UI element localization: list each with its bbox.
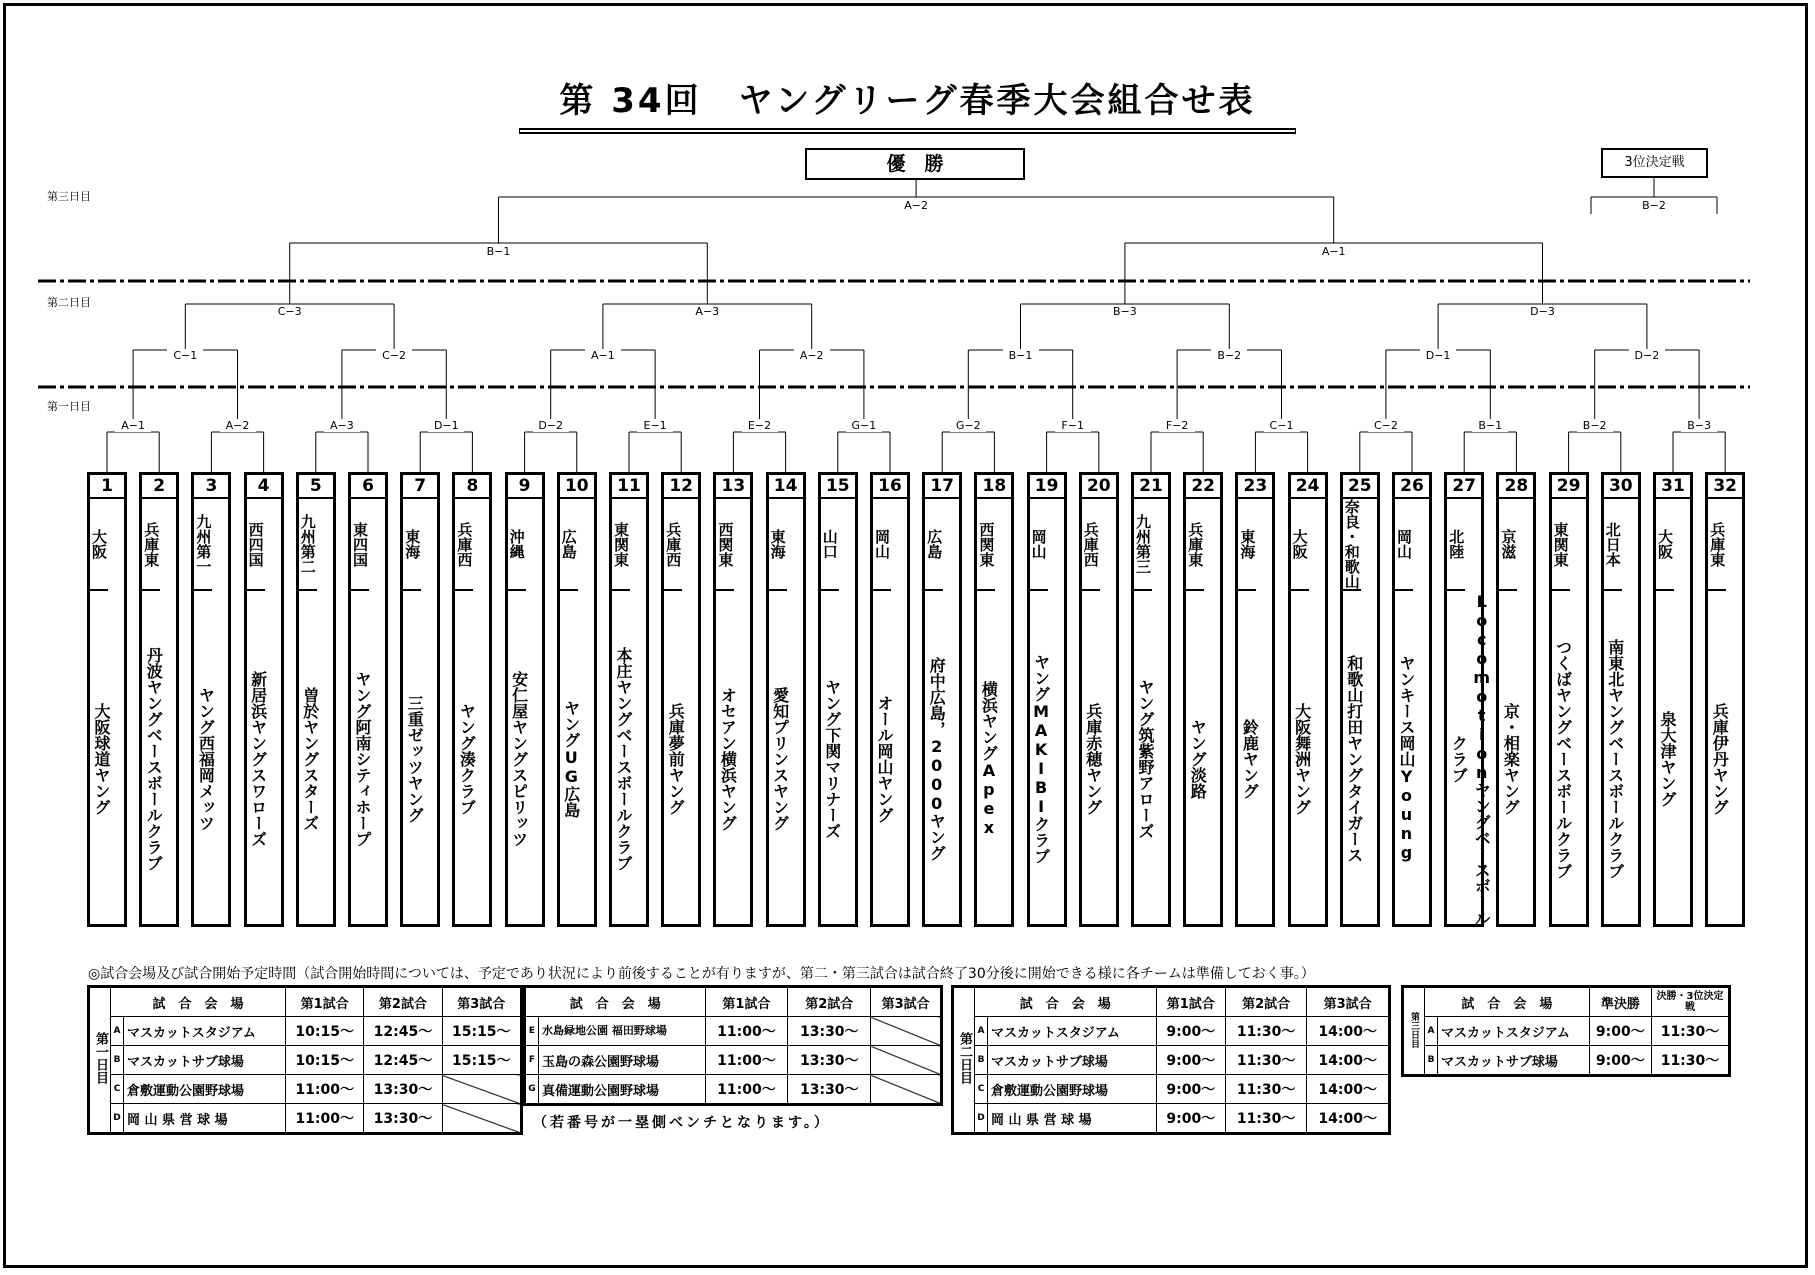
table-row: A マスカットスタジアム 9:00〜 11:30〜 14:00〜 (953, 1017, 1390, 1046)
team-region: 兵庫西 (664, 499, 682, 591)
round32-label: F−2 (1159, 419, 1195, 432)
team-name: オール岡山ヤング (875, 694, 894, 823)
round32-label: G−1 (846, 419, 882, 432)
team-name: つくばヤングベースボールクラブ (1553, 638, 1573, 879)
team-number: 6 (351, 475, 385, 499)
team-region: 東海 (769, 499, 787, 591)
team-name: ヤングMAKIBIクラブ (1031, 653, 1051, 864)
team-region: 兵庫東 (1708, 499, 1726, 591)
team-name: ヤングUG広島 (561, 699, 581, 818)
table-row: D 岡 山 県 営 球 場 11:00〜 13:30〜 (89, 1104, 522, 1134)
team-region: 東関東 (612, 499, 630, 591)
team-name: ヤング淡路 (1188, 718, 1208, 799)
team-name: 安仁屋ヤングスピリッツ (509, 670, 529, 847)
day3-label: 第三日目 (1403, 987, 1425, 1076)
team-name: 南東北ヤングベースボールクラブ (1605, 638, 1625, 879)
team-region: 岡山 (1030, 499, 1048, 591)
schedule-day1-table (87, 985, 523, 1135)
team-region: 岡山 (1395, 499, 1413, 591)
team-24 (1288, 472, 1328, 927)
team-5 (296, 472, 336, 927)
team-name: 府中広島，2000ヤング (927, 656, 947, 861)
team-number: 13 (716, 475, 750, 499)
team-region: 九州第三 (1134, 499, 1152, 591)
team-name: 和歌山打田ヤングタイガース (1344, 654, 1364, 863)
g1-header: 第1試合 (286, 987, 364, 1017)
team-name: ヤング筑紫野アローズ (1136, 678, 1155, 839)
team-11 (609, 472, 649, 927)
team-region: 大阪 (1656, 499, 1674, 591)
team-region: 東海 (1238, 499, 1256, 591)
team-2 (139, 472, 179, 927)
team-number: 30 (1604, 475, 1638, 499)
team-number: 21 (1134, 475, 1168, 499)
table-row: A マスカットスタジアム 10:15〜 12:45〜 15:15〜 (89, 1017, 522, 1046)
round32-label: D−2 (533, 419, 569, 432)
table-row: G 真備運動公園野球場 11:00〜 13:30〜 (525, 1075, 942, 1105)
team-region: 九州第二 (299, 499, 317, 591)
round16-label: C−1 (167, 349, 203, 362)
team-number: 20 (1082, 475, 1116, 499)
team-region: 兵庫西 (455, 499, 473, 591)
team-region: 東関東 (1552, 499, 1570, 591)
team-name: ヤング下関マリナーズ (822, 678, 842, 839)
team-region: 大阪 (90, 499, 108, 591)
team-region: 大阪 (1291, 499, 1309, 591)
team-number: 2 (142, 475, 176, 499)
team-20 (1079, 472, 1119, 927)
team-number: 28 (1499, 475, 1533, 499)
team-name: Locomotionヤングベースボールクラブ (1449, 591, 1492, 926)
team-number: 15 (821, 475, 855, 499)
team-16 (870, 472, 910, 927)
team-8 (452, 472, 492, 927)
team-number: 23 (1238, 475, 1272, 499)
team-name: 愛知プリンスヤング (770, 686, 790, 831)
team-number: 24 (1291, 475, 1325, 499)
day1-label: 第一日目 (89, 987, 111, 1134)
team-number: 3 (194, 475, 228, 499)
table-row: C 倉敷運動公園野球場 9:00〜 11:30〜 14:00〜 (953, 1075, 1390, 1104)
semifinal-label: A−1 (1316, 245, 1352, 258)
day2-label: 第二日目 (953, 987, 975, 1134)
team-22 (1183, 472, 1223, 927)
team-number: 19 (1030, 475, 1064, 499)
team-region: 広島 (560, 499, 578, 591)
team-number: 9 (508, 475, 542, 499)
round32-label: B−3 (1681, 419, 1717, 432)
quarterfinal-label: C−3 (272, 305, 308, 318)
bench-note: （若番号が一塁側ベンチとなります。） (533, 1115, 831, 1131)
round32-label: E−1 (637, 419, 673, 432)
team-region: 西関東 (977, 499, 995, 591)
table-row: C 倉敷運動公園野球場 11:00〜 13:30〜 (89, 1075, 522, 1104)
team-number: 17 (925, 475, 959, 499)
day-label-1: 第一日目 (47, 400, 91, 413)
team-number: 16 (873, 475, 907, 499)
team-number: 1 (90, 475, 124, 499)
team-number: 8 (455, 475, 489, 499)
team-32 (1705, 472, 1745, 927)
team-region: 兵庫東 (142, 499, 160, 591)
team-number: 5 (299, 475, 333, 499)
table-row: B マスカットサブ球場 10:15〜 12:45〜 15:15〜 (89, 1046, 522, 1075)
round32-label: E−2 (742, 419, 778, 432)
team-23 (1235, 472, 1275, 927)
team-10 (557, 472, 597, 927)
team-number: 12 (664, 475, 698, 499)
team-name: オセアン横浜ヤング (718, 686, 738, 831)
g2-header: 第2試合 (364, 987, 442, 1017)
round16-label: A−2 (794, 349, 830, 362)
team-21 (1131, 472, 1171, 927)
team-28 (1496, 472, 1536, 927)
team-26 (1392, 472, 1432, 927)
team-region: 北陸 (1447, 499, 1465, 591)
round32-label: C−2 (1368, 419, 1404, 432)
team-region: 西関東 (716, 499, 734, 591)
team-name: ヤンキース岡山Young (1397, 655, 1416, 862)
bracket-lines (0, 0, 1815, 475)
table-row: B マスカットサブ球場 9:00〜 11:30〜 (1403, 1046, 1730, 1076)
round32-label: F−1 (1055, 419, 1091, 432)
team-name: 兵庫伊丹ヤング (1710, 702, 1730, 815)
table-row: A マスカットスタジアム 9:00〜 11:30〜 (1403, 1017, 1730, 1046)
round16-label: B−1 (1003, 349, 1039, 362)
team-name: 泉大津ヤング (1658, 710, 1677, 807)
team-region: 九州第一 (194, 499, 212, 591)
g3-header: 第3試合 (442, 987, 521, 1017)
team-29 (1549, 472, 1589, 927)
third-place-match-label: B−2 (1636, 199, 1672, 212)
team-4 (244, 472, 284, 927)
team-12 (661, 472, 701, 927)
team-region: 沖縄 (508, 499, 526, 591)
team-19 (1027, 472, 1067, 927)
round16-label: C−2 (376, 349, 412, 362)
team-number: 31 (1656, 475, 1690, 499)
third-place-label: 3位決定戦 (1624, 155, 1685, 170)
team-number: 22 (1186, 475, 1220, 499)
team-6 (348, 472, 388, 927)
team-name: 三重ゼッツヤング (405, 694, 425, 823)
team-name: ヤング阿南シティホープ (353, 670, 372, 847)
schedule-day3-table: 第三日目 試 合 会 場 準決勝 決勝・3位決定戦 A マスカットスタジアム 9:00〜 11:30〜 B マスカットサブ球場 9:00〜 11:30〜 (1401, 985, 1731, 1077)
round16-label: D−2 (1629, 349, 1665, 362)
team-name: ヤング西福岡メッツ (196, 686, 216, 831)
round16-label: B−2 (1211, 349, 1247, 362)
team-number: 14 (769, 475, 803, 499)
team-name: 横浜ヤングApex (979, 680, 999, 837)
team-name: ヤング湊クラブ (457, 702, 477, 815)
team-3 (191, 472, 231, 927)
team-region: 奈良・和歌山 (1342, 499, 1361, 589)
team-region: 東海 (403, 499, 421, 591)
schedule-day1-table-2: 試 合 会 場 第1試合 第2試合 第3試合 E 水島緑地公園 福田野球場 11:00〜 13:30〜 F 玉島の森公園野球場 11:00〜 13:30〜 G 真備運動公園野球場 11:00〜 13:30〜 (523, 985, 943, 1106)
round32-label: D−1 (428, 419, 464, 432)
team-name: 兵庫夢前ヤング (666, 702, 686, 815)
team-number: 10 (560, 475, 594, 499)
schedule-day2-table: 第二日目 試 合 会 場 第1試合 第2試合 第3試合 A マスカットスタジアム 9:00〜 11:30〜 14:00〜 B マスカットサブ球場 9:00〜 11:30〜 14:00〜 C 倉敷運動公園野球場 9:00〜 11:30〜 14:00〜 D 岡 山 県 営 球 場 9:00〜 11:30〜 14:00〜 (951, 985, 1391, 1135)
title-text: 第 34回 ヤングリーグ春季大会組合せ表 (519, 73, 1295, 130)
round32-label: A−3 (324, 419, 360, 432)
day-label-2: 第二日目 (47, 296, 91, 309)
team-25 (1340, 472, 1380, 927)
day-label-3: 第三日目 (47, 190, 91, 203)
team-name: 曽於ヤングスターズ (300, 686, 320, 831)
team-31 (1653, 472, 1693, 927)
round32-label: B−2 (1577, 419, 1613, 432)
team-name: 大阪舞洲ヤング (1292, 702, 1312, 815)
team-number: 26 (1395, 475, 1429, 499)
team-region: 兵庫東 (1186, 499, 1204, 591)
round32-label: B−1 (1472, 419, 1508, 432)
final-label: A−2 (898, 199, 934, 212)
team-27 (1444, 472, 1492, 927)
team-1 (87, 472, 127, 927)
table-row: B マスカットサブ球場 9:00〜 11:30〜 14:00〜 (953, 1046, 1390, 1075)
team-name: 新居浜ヤングスワローズ (248, 670, 268, 847)
team-number: 32 (1708, 475, 1742, 499)
schedule-note: ◎試合会場及び試合開始予定時間（試合開始時間については、予定であり状況により前後することが有りますが、第二・第三試合は試合終了30分後に開始できる様に各チームは準備しておく事。） (88, 966, 1315, 982)
team-name: 丹波ヤングベースボールクラブ (144, 646, 164, 871)
team-region: 兵庫西 (1082, 499, 1100, 591)
team-15 (818, 472, 858, 927)
venue-header: 試 合 会 場 (111, 987, 286, 1017)
round32-label: C−1 (1264, 419, 1300, 432)
team-number: 18 (977, 475, 1011, 499)
team-region: 東四国 (351, 499, 369, 591)
team-name: 大阪球道ヤング (92, 702, 111, 815)
round32-label: A−2 (220, 419, 256, 432)
team-number: 29 (1552, 475, 1586, 499)
team-region: 西四国 (247, 499, 265, 591)
round16-label: A−1 (585, 349, 621, 362)
team-region: 北日本 (1604, 499, 1622, 591)
quarterfinal-label: A−3 (689, 305, 725, 318)
team-region: 広島 (925, 499, 943, 591)
team-name: 京・相楽ヤング (1501, 702, 1521, 815)
team-region: 山口 (821, 499, 839, 591)
table-row: E 水島緑地公園 福田野球場 11:00〜 13:30〜 (525, 1017, 942, 1046)
team-30 (1601, 472, 1641, 927)
table-row: F 玉島の森公園野球場 11:00〜 13:30〜 (525, 1046, 942, 1075)
table-row: D 岡 山 県 営 球 場 9:00〜 11:30〜 14:00〜 (953, 1104, 1390, 1134)
quarterfinal-label: B−3 (1107, 305, 1143, 318)
team-name: 本庄ヤングベースボールクラブ (614, 646, 633, 871)
team-number: 27 (1447, 475, 1481, 499)
team-region: 岡山 (873, 499, 891, 591)
team-name: 鈴鹿ヤング (1240, 718, 1260, 799)
team-7 (400, 472, 440, 927)
round32-label: G−2 (950, 419, 986, 432)
team-number: 25 (1343, 475, 1377, 499)
team-9 (505, 472, 545, 927)
champion-label: 優 勝 (886, 153, 944, 175)
team-number: 11 (612, 475, 646, 499)
team-name: 兵庫赤穂ヤング (1083, 702, 1103, 815)
team-18 (974, 472, 1014, 927)
team-17 (922, 472, 962, 927)
team-number: 4 (247, 475, 281, 499)
round32-label: A−1 (115, 419, 151, 432)
team-14 (766, 472, 806, 927)
round16-label: D−1 (1420, 349, 1456, 362)
team-region: 京滋 (1499, 499, 1517, 591)
team-number: 7 (403, 475, 437, 499)
quarterfinal-label: D−3 (1525, 305, 1561, 318)
team-13 (713, 472, 753, 927)
semifinal-label: B−1 (481, 245, 517, 258)
